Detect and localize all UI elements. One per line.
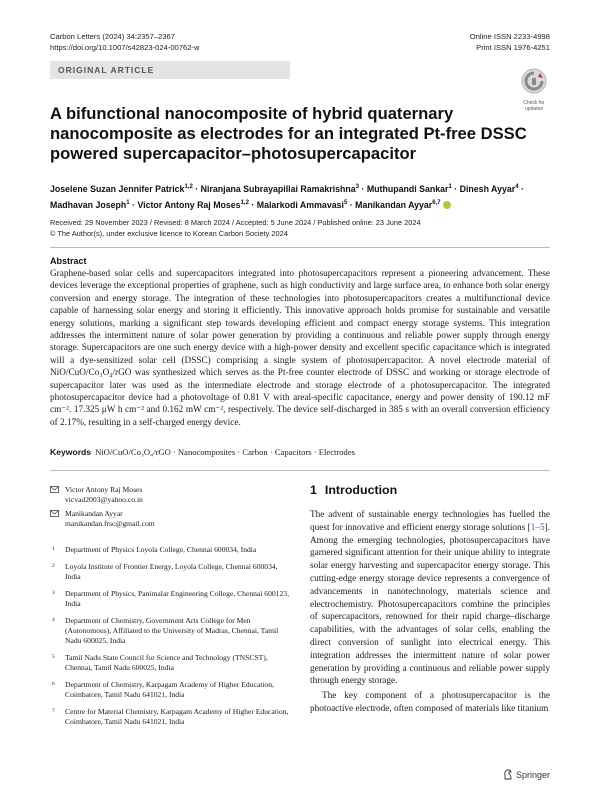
copyright-notice: © The Author(s), under exclusive licence to Korean Carbon Society 2024 — [50, 228, 288, 238]
section-number: 1 — [310, 483, 317, 497]
affiliation-5 — [50, 653, 290, 673]
intro-paragraph-2: The key component of a photosupercapacitor is the photoactive electrode, often composed of materials like titanium — [310, 691, 550, 714]
author-name: Niranjana Subrayapillai Ramakrishna — [200, 183, 356, 194]
author-affiliation: 3 — [355, 184, 359, 190]
affiliation-number: 5 — [52, 654, 55, 660]
affiliation-text: Tamil Nadu State Council for Science and Technology (TNSCST), Chennai, Tamil Nadu 600025, India — [65, 653, 268, 672]
introduction-section — [310, 483, 550, 716]
affiliation-number: 4 — [52, 617, 55, 623]
author[interactable] — [367, 184, 452, 194]
author-name: Manikandan Ayyar — [355, 200, 433, 211]
publication-dates — [50, 218, 550, 239]
affiliation-text: Department of Chemistry, Government Arts College for Men (Autonomous), Affiliated to the University of Madras, Chennai, Tamil Nadu 600025, India — [65, 616, 279, 645]
author[interactable] — [460, 184, 519, 194]
author-name: Joselene Suzan Jennifer Patrick — [50, 183, 185, 194]
correspondence-name: Manikandan Ayyar — [65, 509, 123, 518]
affiliation-1 — [50, 545, 290, 555]
author-name: Victor Antony Raj Moses — [137, 200, 241, 211]
author-notes — [50, 485, 290, 734]
author[interactable] — [50, 200, 130, 210]
author-affiliation: 1 — [126, 200, 130, 207]
check-updates-label: Check for updates — [523, 100, 545, 112]
orcid-icon[interactable] — [443, 201, 451, 209]
author-affiliation: 1,2 — [240, 200, 249, 207]
online-issn: Online ISSN 2233-4998 — [469, 32, 550, 41]
issn-block — [470, 31, 550, 53]
affiliation-3 — [50, 589, 290, 609]
keywords-list: NiO/CuO/Co₃O₄/rGO · Nanocomposites · Carbon · Capacitors · Electrodes — [95, 447, 356, 457]
keywords-label: Keywords — [50, 447, 92, 457]
author-list: Joselene Suzan Jennifer Patrick$^{1,2}$ · Niranjana Subrayapillai Ramakrishna$^3$ · Muthupandi Sankar$^1$ · Dinesh Ayyar$^4$ · Madhavan Joseph$^1$ · Victor Antony Raj Moses$^{1,2}$ · Malarkodi Ammavasi$^5$ · Manikandan Ayyar$^{6,7}$ — [50, 183, 524, 211]
affiliation-number: 2 — [52, 563, 55, 569]
section-title: Introduction — [324, 483, 398, 497]
affiliation-number: 6 — [52, 681, 55, 687]
abstract-text: Graphene-based solar cells and supercapacitors integrated into photosupercapacitors represent a pioneering advancement. These devices leverage the exceptional properties of graphene, such as high conductivity and large surface area, to enhance both solar energy conversion and energy storage. The integration of these technologies into photosupercapacitors creates a multifunctional device capable of harnessing solar energy and storing it efficiently. This innovative approach holds promise for sustainable and versatile energy solutions, marking a significant step towards developing efficient and compact energy storage systems. This integration addresses the intermittent nature of solar power generation by providing a continuous and reliable power supply through energy storage. Supercapacitors are one such energy device with a high-power density and excellent specific capacitance which is integrated will a dye-sensitized solar cell (DSSC) comprising a single system of photosupercapacitor. A novel electrode material of NiO/CuO/Co₃O₄/rGO was synthesized which serves as the Pt-free counter electrode of DSSC and working or storage electrode of supercapacitor later was used as the intermediate electrode and storage electrode of a photosupercapacitor. The integrated photosupercapacitor device had a photovoltage of 0.81 V with areal-specific capacitance, energy and power density of 190.12 mF cm⁻². 17.325 μW h cm⁻² and 0.162 mW cm⁻², respectively. The device self-discharged in 385 s with an overall conversion efficiency of 2.17%, resulting in a self-charged energy device. — [50, 269, 550, 428]
correspondence-name: Victor Antony Raj Moses — [65, 485, 143, 494]
author-name: Madhavan Joseph — [50, 200, 127, 211]
correspondence-1 — [50, 485, 290, 505]
print-issn: Print ISSN 1976-4251 — [476, 43, 550, 52]
author-name: Dinesh Ayyar — [459, 183, 516, 194]
affiliation-number: 3 — [52, 590, 55, 596]
author[interactable] — [137, 200, 248, 210]
correspondence-email[interactable]: vicvad2003@yahoo.co.in — [65, 495, 143, 504]
author-affiliation: 1,2 — [184, 184, 193, 190]
intro-text: ]. Among the emerging technologies, photosupercapacitors have garnered significant attention for their unique ability to integrate solar energy harvesting and supercapacitor energy storage. This cutting-edge energy storage device represents a convergence of advancements in nanotechnology, materials science and electrochemistry. Photosupercapacitors combine the principles of supercapacitors, renowned for their rapid charge–discharge capabilities, with the advantages of solar cells, enabling the direct conversion of sunlight into electrical energy. This integration addresses the intermittent nature of solar power generation by providing a continuous and reliable power supply through energy storage. — [310, 522, 550, 687]
affiliation-4 — [50, 616, 290, 646]
author[interactable] — [257, 200, 348, 210]
affiliation-text: Department of Chemistry, Karpagam Academy of Higher Education, Coimbatore, Tamil Nadu 641021, India — [65, 680, 274, 699]
doi-link[interactable]: https://doi.org/10.1007/s42823-024-00762-w — [50, 43, 200, 52]
affiliation-text: Centre for Material Chemistry, Karpagam Academy of Higher Education, Coimbatore, Tamil Nadu 641021, India — [65, 707, 289, 726]
journal-citation: Carbon Letters (2024) 34:2357–2367 — [50, 32, 175, 41]
author-affiliation: 1 — [448, 184, 452, 190]
author-affiliation: 6,7 — [432, 200, 441, 207]
author-name: Malarkodi Ammavasi — [256, 200, 344, 211]
publisher-name: Springer — [515, 770, 550, 780]
author-name: Muthupandi Sankar — [366, 183, 449, 194]
article-type-banner: ORIGINAL ARTICLE — [50, 61, 290, 79]
author[interactable] — [201, 184, 359, 194]
springer-horse-icon — [503, 769, 513, 782]
affiliation-text: Loyola Institute of Frontier Energy, Loyola College, Chennai 600034, India — [65, 562, 278, 581]
abstract-heading: Abstract — [50, 256, 87, 266]
publisher-logo — [503, 769, 550, 782]
envelope-icon — [50, 510, 59, 520]
section-heading — [310, 483, 550, 497]
affiliation-2 — [50, 562, 290, 582]
divider — [50, 470, 550, 471]
history-dates: Received: 29 November 2023 / Revised: 8 March 2024 / Accepted: 5 June 2024 / Published online: 23 June 2024 — [50, 218, 421, 227]
affiliation-7 — [50, 707, 290, 727]
author[interactable] — [355, 200, 450, 210]
check-updates-icon — [521, 81, 547, 98]
author-affiliation: 5 — [343, 200, 348, 207]
affiliation-text: Department of Physics, Panimalar Engineering College, Chennai 600123, India — [65, 589, 289, 608]
divider — [50, 247, 550, 248]
author-affiliation: 4 — [515, 184, 519, 190]
envelope-icon — [50, 486, 59, 496]
intro-text: The advent of sustainable energy technologies has fuelled the quest for innovative and efficient energy storage solutions [ — [310, 510, 550, 533]
affiliation-number: 7 — [52, 708, 55, 714]
keywords — [50, 446, 550, 458]
correspondence-email[interactable]: manikandan.frsc@gmail.com — [65, 519, 155, 528]
citation-link[interactable]: 1–5 — [530, 522, 545, 533]
affiliation-number: 1 — [52, 546, 55, 552]
correspondence-2 — [50, 509, 290, 529]
paper-title: A bifunctional nanocomposite of hybrid quaternary nanocomposite as electrodes for an integrated Pt-free DSSC powered supercapacitor–photosupercapacitor — [50, 104, 527, 163]
affiliation-text: Department of Physics Loyola College, Chennai 600034, India — [65, 545, 257, 554]
intro-paragraph-1 — [310, 509, 550, 688]
author[interactable] — [50, 184, 193, 194]
journal-header — [50, 31, 199, 53]
affiliation-6 — [50, 680, 290, 700]
